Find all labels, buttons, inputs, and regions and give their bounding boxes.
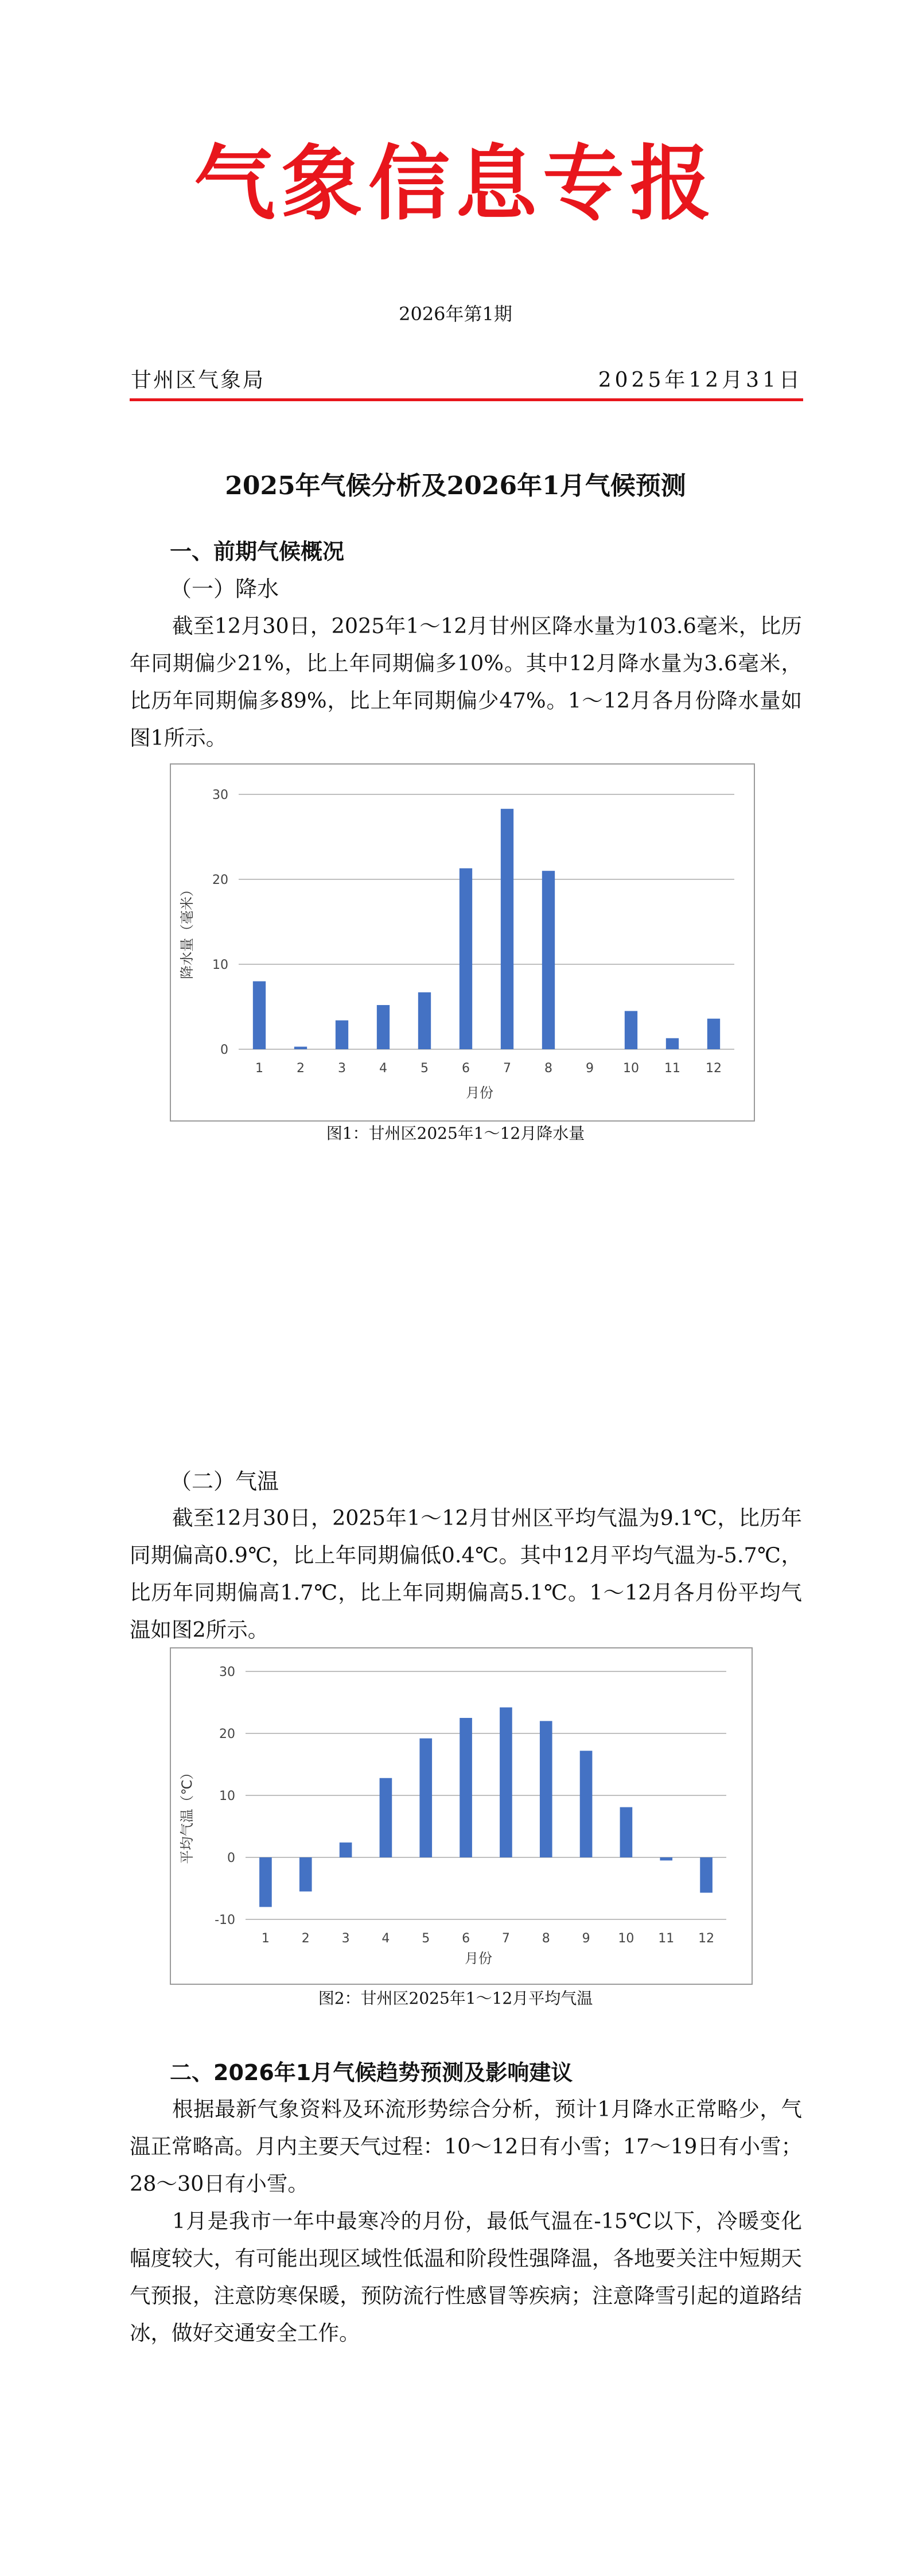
temp-chart-ytick-label: 30 (219, 1665, 235, 1679)
precip-chart-xlabel: 月份 (466, 1085, 493, 1101)
precip-chart-xtick-label: 6 (462, 1061, 470, 1076)
temp-chart-bar-11 (660, 1857, 672, 1860)
precip-chart-xtick-label: 3 (338, 1061, 346, 1076)
issue-number: 2026年第1期 (399, 303, 512, 325)
temp-chart-ytick-label: 10 (219, 1789, 235, 1803)
precip-chart-xtick-label: 10 (623, 1061, 639, 1076)
temp-paragraph: 截至12月30日，2025年1～12月甘州区平均气温为9.1℃，比历年同期偏高0.9℃，比上年同期偏低0.4℃。其中12月平均气温为-5.7℃，比历年同期偏高1.7℃，比上年同期偏高5.1℃。1～12月各月份平均气温如图2所示。 (130, 1506, 802, 1642)
temp-subheading: （二）气温 (170, 1469, 279, 1494)
temp-chart-bar-2 (299, 1857, 312, 1891)
precip-chart-ytick-label: 0 (220, 1043, 228, 1057)
precip-chart-bar-4 (377, 1005, 390, 1049)
meta-line (131, 364, 803, 393)
forecast-paragraph-2: 1月是我市一年中最寒冷的月份，最低气温在-15℃以下，冷暖变化幅度较大，有可能出现区域性低温和阶段性强降温，各地要关注中短期天气预报，注意防寒保暖，预防流行性感冒等疾病；注意降雪引起的道路结冰，做好交通安全工作。 (130, 2209, 802, 2345)
masthead-title: 气象信息专报 (194, 137, 717, 231)
precip-chart-bar-10 (625, 1011, 637, 1049)
precip-chart-xtick-label: 4 (379, 1061, 387, 1076)
temp-chart-xtick-label: 5 (422, 1931, 430, 1946)
temp-chart-bar-5 (419, 1739, 432, 1857)
temp-chart-xtick-label: 8 (542, 1931, 550, 1946)
temp-chart-bar-1 (259, 1857, 272, 1907)
temp-chart-xtick-label: 3 (341, 1931, 350, 1946)
temp-chart-xlabel: 月份 (465, 1950, 492, 1966)
temp-chart-xtick-label: 12 (698, 1931, 715, 1946)
precip-chart (170, 763, 755, 1122)
temp-chart-bar-8 (540, 1721, 552, 1857)
precip-chart-xtick-label: 9 (586, 1061, 594, 1076)
precip-chart-xtick-label: 1 (255, 1061, 263, 1076)
temp-chart-bar-3 (340, 1842, 352, 1857)
precip-chart-xtick-label: 8 (544, 1061, 552, 1076)
temp-chart-ytick-label: 0 (227, 1851, 235, 1865)
forecast-paragraph-1: 根据最新气象资料及环流形势综合分析，预计1月降水正常略少，气温正常略高。月内主要天气过程：10～12日有小雪；17～19日有小雪；28～30日有小雪。 (130, 2097, 802, 2196)
precip-caption: 图1：甘州区2025年1～12月降水量 (326, 1124, 585, 1143)
temp-chart-xtick-label: 11 (658, 1931, 675, 1946)
temp-caption: 图2：甘州区2025年1～12月平均气温 (318, 1989, 593, 2008)
precip-paragraph: 截至12月30日，2025年1～12月甘州区降水量为103.6毫米，比历年同期偏少21%，比上年同期偏多10%。其中12月降水量为3.6毫米，比历年同期偏多89%，比上年同期偏少47%。1～12月各月份降水量如图1所示。 (130, 614, 802, 750)
precip-chart-bar-11 (666, 1038, 679, 1049)
precip-chart-ytick-label: 20 (212, 873, 228, 887)
temp-chart-svg (171, 1648, 752, 1984)
section2-heading: 二、2026年1月气候趋势预测及影响建议 (170, 2060, 573, 2085)
document-title: 2025年气候分析及2026年1月气候预测 (225, 471, 686, 501)
temp-chart-xtick-label: 2 (301, 1931, 310, 1946)
agency-name: 甘州区气象局 (131, 368, 266, 392)
temp-chart-ytick-label: 20 (219, 1727, 235, 1741)
precip-chart-xtick-label: 7 (503, 1061, 511, 1076)
precip-chart-bar-1 (253, 981, 266, 1049)
precip-chart-bar-2 (294, 1047, 307, 1049)
precip-subheading: （一）降水 (170, 576, 279, 602)
temp-chart-bar-10 (620, 1807, 633, 1857)
temp-chart (170, 1647, 753, 1985)
precip-chart-xtick-label: 5 (421, 1061, 429, 1076)
temp-chart-bar-6 (460, 1718, 472, 1857)
precip-chart-xtick-label: 11 (664, 1061, 680, 1076)
precip-chart-xtick-label: 2 (297, 1061, 305, 1076)
precip-chart-ytick-label: 10 (212, 958, 228, 972)
precip-chart-bar-7 (501, 809, 513, 1049)
temp-chart-bar-4 (380, 1778, 392, 1857)
temp-chart-bar-7 (500, 1708, 512, 1857)
precip-chart-bar-5 (418, 992, 431, 1049)
precip-chart-ytick-label: 30 (212, 788, 228, 802)
temp-chart-xtick-label: 1 (261, 1931, 270, 1946)
precip-chart-bar-6 (460, 868, 472, 1049)
section1-heading: 一、前期气候概况 (170, 539, 345, 564)
temp-chart-ylabel: 平均气温（℃） (179, 1766, 195, 1864)
issue-date: 2025年12月31日 (598, 368, 803, 392)
temp-chart-xtick-label: 9 (582, 1931, 590, 1946)
precip-chart-ylabel: 降水量（毫米） (179, 883, 195, 979)
temp-chart-xtick-label: 4 (381, 1931, 390, 1946)
red-divider (130, 398, 803, 401)
precip-chart-bar-3 (336, 1021, 348, 1049)
temp-chart-bar-9 (580, 1751, 593, 1857)
temp-chart-xtick-label: 7 (501, 1931, 510, 1946)
precip-chart-svg (171, 765, 754, 1120)
temp-chart-xtick-label: 10 (618, 1931, 634, 1946)
precip-chart-xtick-label: 12 (706, 1061, 722, 1076)
precip-chart-bar-8 (542, 871, 555, 1049)
temp-chart-bar-12 (700, 1857, 713, 1893)
temp-chart-ytick-label: -10 (215, 1913, 235, 1927)
temp-chart-xtick-label: 6 (462, 1931, 470, 1946)
precip-chart-bar-12 (707, 1019, 720, 1049)
